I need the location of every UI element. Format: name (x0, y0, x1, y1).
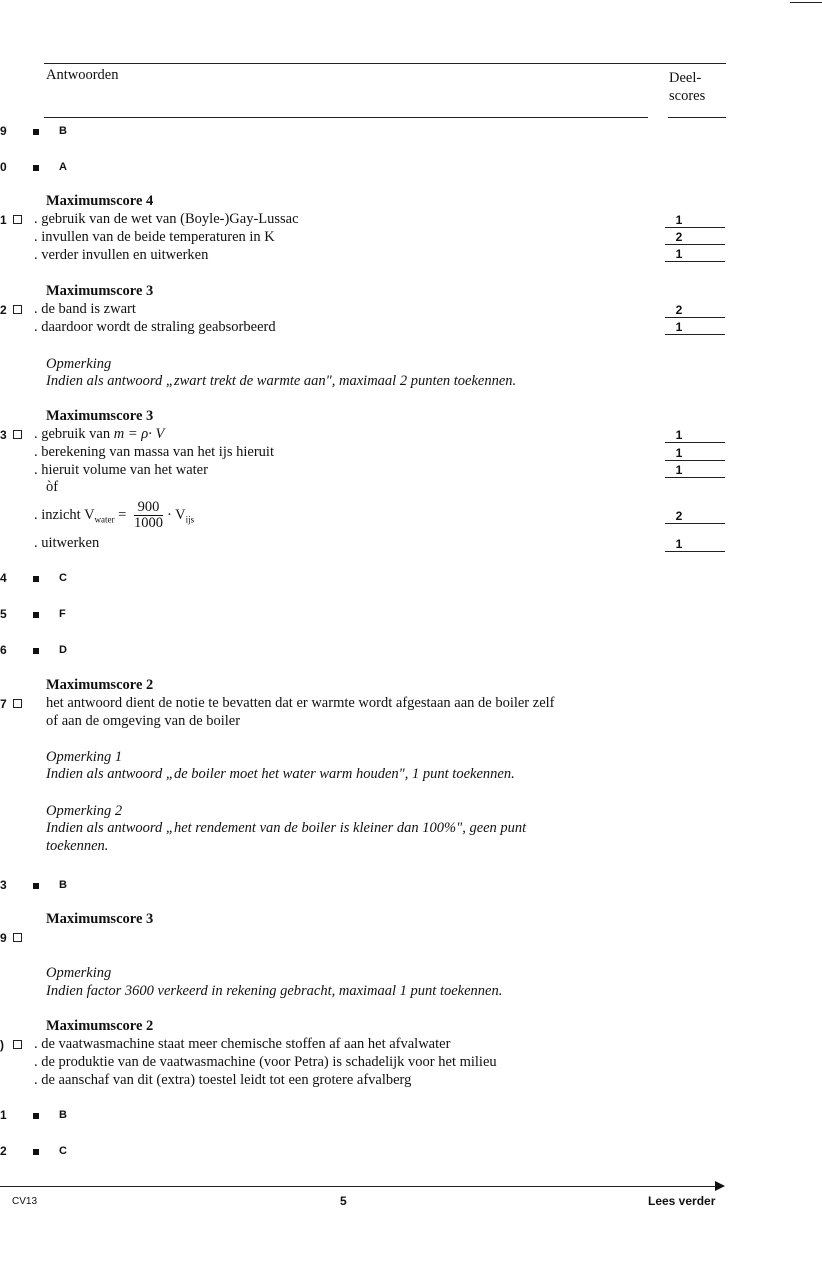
question-number: 1 (0, 1108, 7, 1122)
criterion: . de vaatwasmachine staat meer chemische stoffen af aan het afvalwater (34, 1036, 451, 1052)
header-antwoorden: Antwoorden (46, 67, 119, 83)
page-number: 5 (340, 1194, 347, 1208)
fraction-denominator: 1000 (133, 515, 163, 531)
fraction-numerator: 900 (134, 500, 163, 516)
mc-answer: B (59, 125, 67, 137)
question-number: ) (0, 1038, 4, 1052)
question-number: 0 (0, 160, 7, 174)
mc-marker (33, 883, 39, 889)
max-score: Maximumscore 2 (46, 677, 154, 693)
partial-score: 2 (665, 230, 725, 245)
open-question-marker (13, 1040, 22, 1049)
criterion: . verder invullen en uitwerken (34, 247, 209, 263)
question-number: 2 (0, 1144, 7, 1158)
criterion: . de aanschaf van dit (extra) toestel leidt tot een grotere afvalberg (34, 1072, 412, 1088)
criterion: . gebruik van de wet van (Boyle-)Gay-Lussac (34, 211, 299, 227)
mc-marker (33, 165, 39, 171)
answer-text: of aan de omgeving van de boiler (46, 713, 241, 729)
lees-verder: Lees verder (648, 1194, 716, 1208)
alternative-of: òf (46, 479, 59, 495)
subscript: ijs (185, 514, 195, 525)
subscript: water (94, 514, 115, 525)
remark-text: Indien als antwoord „zwart trekt de warmte aan", maximaal 2 punten toekennen. (46, 373, 517, 389)
partial-score: 1 (665, 463, 725, 478)
mc-marker (33, 1149, 39, 1155)
remark-title: Opmerking 1 (46, 749, 123, 765)
question-number: 7 (0, 697, 7, 711)
open-question-marker (13, 699, 22, 708)
question-number: 3 (0, 428, 7, 442)
criterion: . uitwerken (34, 535, 100, 551)
remark-text: toekennen. (46, 838, 109, 854)
mc-marker (33, 648, 39, 654)
partial-score: 1 (665, 320, 725, 335)
criterion-text: . gebruik van (34, 426, 114, 442)
remark-text: Indien als antwoord „het rendement van de boiler is kleiner dan 100%", geen punt (46, 820, 527, 836)
criterion-text: . inzicht V (34, 506, 95, 523)
header-deelscores-1: Deel- (669, 70, 702, 86)
mc-marker (33, 612, 39, 618)
header-deelscores-2: scores (669, 88, 706, 104)
mc-answer: A (59, 161, 67, 173)
remark-title: Opmerking (46, 356, 112, 372)
header-score-rule (668, 117, 726, 118)
remark-title: Opmerking (46, 965, 112, 981)
question-number: 4 (0, 571, 7, 585)
mc-answer: F (59, 608, 66, 620)
equals: = (114, 506, 130, 523)
criterion: . daardoor wordt de straling geabsorbeerd (34, 319, 276, 335)
remark-text: Indien factor 3600 verkeerd in rekening gebracht, maximaal 1 punt toekennen. (46, 983, 503, 999)
question-number: 3 (0, 878, 7, 892)
partial-score: 1 (665, 428, 725, 443)
answer-text: het antwoord dient de notie te bevatten dat er warmte wordt afgestaan aan de boiler zelf (46, 695, 555, 711)
partial-score: 1 (665, 446, 725, 461)
corner-rule (790, 2, 822, 3)
max-score: Maximumscore 2 (46, 1018, 154, 1034)
formula: m = ρ· V (113, 426, 165, 442)
header-bottom-rule (44, 117, 648, 118)
criterion (34, 426, 164, 443)
question-number: 2 (0, 303, 7, 317)
remark-text: Indien als antwoord „de boiler moet het water warm houden", 1 punt toekennen. (46, 766, 515, 782)
mc-answer: C (59, 1145, 67, 1157)
question-number: 1 (0, 213, 7, 227)
arrow-right-icon (715, 1181, 725, 1191)
max-score: Maximumscore 3 (46, 408, 154, 424)
partial-score: 1 (665, 213, 725, 228)
open-question-marker (13, 430, 22, 439)
partial-score: 1 (665, 537, 725, 552)
criterion: . de band is zwart (34, 301, 136, 317)
header-top-rule (44, 63, 726, 64)
fraction (134, 500, 163, 531)
mc-answer: C (59, 572, 67, 584)
max-score: Maximumscore 3 (46, 911, 154, 927)
partial-score: 2 (665, 303, 725, 318)
criterion: . de produktie van de vaatwasmachine (voor Petra) is schadelijk voor het milieu (34, 1054, 497, 1070)
max-score: Maximumscore 4 (46, 193, 154, 209)
max-score: Maximumscore 3 (46, 283, 154, 299)
mc-marker (33, 576, 39, 582)
criterion: . invullen van de beide temperaturen in K (34, 229, 275, 245)
question-number: 5 (0, 607, 7, 621)
criterion: . berekening van massa van het ijs hieruit (34, 444, 274, 460)
partial-score: 1 (665, 247, 725, 262)
open-question-marker (13, 215, 22, 224)
question-number: 9 (0, 124, 7, 138)
mc-answer: D (59, 644, 67, 656)
remark-title: Opmerking 2 (46, 803, 123, 819)
question-number: 9 (0, 931, 7, 945)
mc-answer: B (59, 879, 67, 891)
partial-score: 2 (665, 509, 725, 524)
criterion-formula (34, 500, 194, 531)
mc-answer: B (59, 1109, 67, 1121)
footer-rule (0, 1186, 716, 1187)
question-number: 6 (0, 643, 7, 657)
mc-marker (33, 129, 39, 135)
open-question-marker (13, 305, 22, 314)
formula-tail: · V (166, 506, 186, 523)
criterion: . hieruit volume van het water (34, 462, 208, 478)
mc-marker (33, 1113, 39, 1119)
footer-code: CV13 (12, 1196, 38, 1207)
open-question-marker (13, 933, 22, 942)
